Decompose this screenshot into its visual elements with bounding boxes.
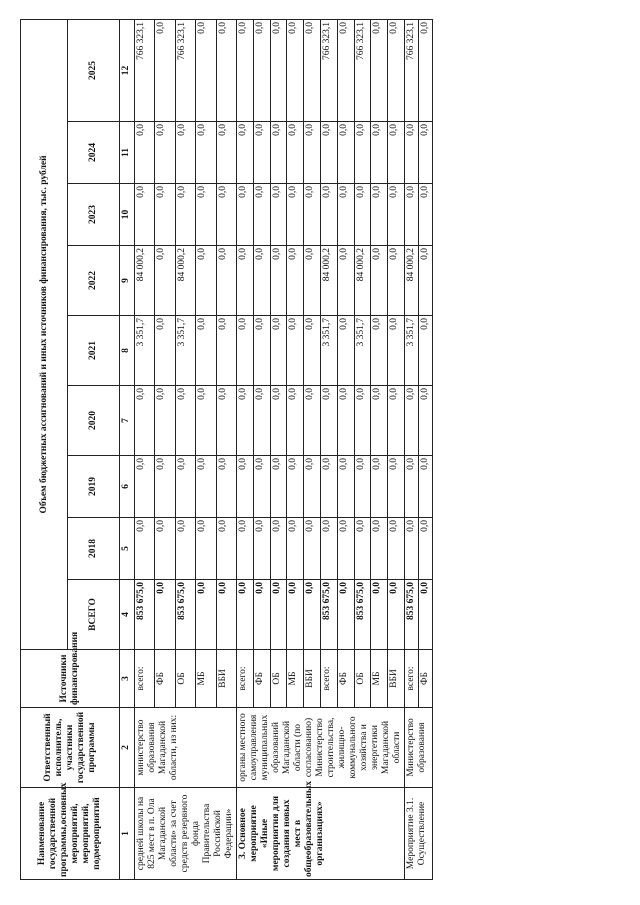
funding-source: МБ bbox=[196, 650, 216, 708]
amount-cell: 0,0 bbox=[419, 184, 433, 246]
amount-cell: 0,0 bbox=[419, 19, 433, 121]
amount-cell: 0,0 bbox=[155, 246, 175, 316]
amount-cell: 0,0 bbox=[253, 580, 270, 650]
funding-source: МБ bbox=[287, 650, 304, 708]
amount-cell: 0,0 bbox=[405, 518, 419, 580]
amount-cell: 0,0 bbox=[196, 316, 216, 386]
amount-cell: 0,0 bbox=[237, 19, 254, 121]
amount-cell: 3 351,7 bbox=[405, 316, 419, 386]
amount-cell: 0,0 bbox=[371, 386, 388, 456]
amount-cell: 0,0 bbox=[388, 184, 405, 246]
amount-cell: 0,0 bbox=[388, 122, 405, 184]
amount-cell: 0,0 bbox=[371, 580, 388, 650]
header-year: 2018 bbox=[68, 518, 120, 580]
amount-cell: 0,0 bbox=[287, 456, 304, 518]
amount-cell: 853 675,0 bbox=[320, 580, 337, 650]
amount-cell: 0,0 bbox=[287, 184, 304, 246]
activity-name: 3. Основное мероприятие «Иные мероприятия для создания новых мест в общеобразовательных организациях» bbox=[237, 788, 405, 880]
header-year: 2021 bbox=[68, 316, 120, 386]
amount-cell: 853 675,0 bbox=[405, 580, 419, 650]
amount-cell: 0,0 bbox=[237, 456, 254, 518]
amount-cell: 0,0 bbox=[337, 518, 354, 580]
funding-source: ОБ bbox=[175, 650, 195, 708]
amount-cell: 0,0 bbox=[135, 122, 155, 184]
amount-cell: 0,0 bbox=[337, 316, 354, 386]
amount-cell: 0,0 bbox=[388, 386, 405, 456]
amount-cell: 0,0 bbox=[216, 122, 236, 184]
column-index: 2 bbox=[120, 708, 135, 788]
amount-cell: 0,0 bbox=[304, 122, 321, 184]
amount-cell: 0,0 bbox=[388, 316, 405, 386]
amount-cell: 0,0 bbox=[287, 386, 304, 456]
amount-cell: 0,0 bbox=[388, 580, 405, 650]
amount-cell: 0,0 bbox=[237, 246, 254, 316]
amount-cell: 0,0 bbox=[216, 518, 236, 580]
amount-cell: 766 323,1 bbox=[354, 19, 371, 121]
funding-source: ФБ bbox=[337, 650, 354, 708]
amount-cell: 0,0 bbox=[135, 456, 155, 518]
amount-cell: 0,0 bbox=[135, 518, 155, 580]
amount-cell: 0,0 bbox=[155, 184, 175, 246]
amount-cell: 0,0 bbox=[270, 184, 287, 246]
activity-name: средней школы на 825 мест в п. Ола Магаданской области» за счет средств резервного фонда Правительства Российской Федерации» bbox=[135, 788, 237, 880]
amount-cell: 0,0 bbox=[155, 19, 175, 121]
amount-cell: 0,0 bbox=[135, 184, 155, 246]
amount-cell: 0,0 bbox=[304, 19, 321, 121]
column-index: 3 bbox=[120, 650, 135, 708]
amount-cell: 0,0 bbox=[216, 580, 236, 650]
column-index: 6 bbox=[120, 456, 135, 518]
amount-cell: 0,0 bbox=[337, 580, 354, 650]
amount-cell: 0,0 bbox=[270, 246, 287, 316]
funding-source: ВБИ bbox=[304, 650, 321, 708]
amount-cell: 3 351,7 bbox=[135, 316, 155, 386]
amount-cell: 0,0 bbox=[155, 580, 175, 650]
amount-cell: 0,0 bbox=[337, 122, 354, 184]
amount-cell: 0,0 bbox=[371, 456, 388, 518]
amount-cell: 84 000,2 bbox=[320, 246, 337, 316]
header-year: 2025 bbox=[68, 19, 120, 121]
column-index: 5 bbox=[120, 518, 135, 580]
amount-cell: 0,0 bbox=[175, 122, 195, 184]
header-year: 2022 bbox=[68, 246, 120, 316]
amount-cell: 0,0 bbox=[419, 122, 433, 184]
amount-cell: 0,0 bbox=[354, 456, 371, 518]
funding-source: ФБ bbox=[155, 650, 175, 708]
responsible-party: Министерство образования bbox=[405, 708, 433, 788]
amount-cell: 84 000,2 bbox=[135, 246, 155, 316]
amount-cell: 0,0 bbox=[405, 386, 419, 456]
amount-cell: 0,0 bbox=[237, 580, 254, 650]
amount-cell: 0,0 bbox=[304, 184, 321, 246]
amount-cell: 0,0 bbox=[216, 316, 236, 386]
amount-cell: 0,0 bbox=[419, 456, 433, 518]
amount-cell: 0,0 bbox=[270, 518, 287, 580]
column-index: 10 bbox=[120, 184, 135, 246]
amount-cell: 0,0 bbox=[237, 386, 254, 456]
amount-cell: 0,0 bbox=[371, 518, 388, 580]
table-row bbox=[405, 19, 419, 879]
amount-cell: 0,0 bbox=[388, 456, 405, 518]
header-responsible: Ответственный исполнитель, участники государственной программы bbox=[21, 708, 120, 788]
amount-cell: 0,0 bbox=[155, 122, 175, 184]
table-row bbox=[237, 19, 254, 879]
amount-cell: 0,0 bbox=[304, 456, 321, 518]
column-index: 7 bbox=[120, 386, 135, 456]
column-index: 4 bbox=[120, 580, 135, 650]
amount-cell: 0,0 bbox=[253, 246, 270, 316]
funding-source: ОБ bbox=[270, 650, 287, 708]
funding-source: всего: bbox=[320, 650, 337, 708]
amount-cell: 0,0 bbox=[175, 184, 195, 246]
amount-cell: 0,0 bbox=[388, 246, 405, 316]
amount-cell: 0,0 bbox=[270, 316, 287, 386]
responsible-party: министерство образования Магаданской области, из них: bbox=[135, 708, 237, 788]
amount-cell: 0,0 bbox=[216, 246, 236, 316]
amount-cell: 0,0 bbox=[337, 456, 354, 518]
amount-cell: 0,0 bbox=[135, 386, 155, 456]
amount-cell: 0,0 bbox=[270, 122, 287, 184]
funding-source: всего: bbox=[405, 650, 419, 708]
amount-cell: 766 323,1 bbox=[405, 19, 419, 121]
funding-source: ВБИ bbox=[388, 650, 405, 708]
amount-cell: 0,0 bbox=[196, 122, 216, 184]
amount-cell: 0,0 bbox=[270, 456, 287, 518]
amount-cell: 0,0 bbox=[405, 184, 419, 246]
amount-cell: 0,0 bbox=[304, 580, 321, 650]
amount-cell: 0,0 bbox=[253, 386, 270, 456]
amount-cell: 0,0 bbox=[237, 518, 254, 580]
amount-cell: 0,0 bbox=[253, 316, 270, 386]
header-year: 2019 bbox=[68, 456, 120, 518]
amount-cell: 0,0 bbox=[270, 386, 287, 456]
amount-cell: 766 323,1 bbox=[135, 19, 155, 121]
amount-cell: 0,0 bbox=[419, 386, 433, 456]
amount-cell: 0,0 bbox=[196, 246, 216, 316]
amount-cell: 853 675,0 bbox=[354, 580, 371, 650]
amount-cell: 0,0 bbox=[320, 456, 337, 518]
header-year: 2023 bbox=[68, 184, 120, 246]
amount-cell: 0,0 bbox=[304, 518, 321, 580]
amount-cell: 0,0 bbox=[270, 19, 287, 121]
amount-cell: 0,0 bbox=[337, 184, 354, 246]
amount-cell: 84 000,2 bbox=[175, 246, 195, 316]
column-index: 8 bbox=[120, 316, 135, 386]
amount-cell: 0,0 bbox=[196, 518, 216, 580]
amount-cell: 0,0 bbox=[287, 246, 304, 316]
funding-source: всего: bbox=[135, 650, 155, 708]
column-index: 1 bbox=[120, 788, 135, 880]
amount-cell: 0,0 bbox=[320, 386, 337, 456]
responsible-party: органы местного самоуправления муниципальных образований Магаданской области (по согласованию) Министерство строительства, жилищно-коммунального хозяйства и энергетики Магаданской области bbox=[237, 708, 405, 788]
header-name: Наименование государственной программы,основных мероприятий, мероприятий, подмероприятий bbox=[21, 788, 120, 880]
amount-cell: 0,0 bbox=[287, 122, 304, 184]
amount-cell: 0,0 bbox=[287, 518, 304, 580]
header-volume: Объем бюджетных ассигнований и иных источников финансирования, тыс. рублей bbox=[21, 19, 68, 649]
amount-cell: 0,0 bbox=[216, 184, 236, 246]
header-year: 2024 bbox=[68, 122, 120, 184]
column-index: 9 bbox=[120, 246, 135, 316]
amount-cell: 84 000,2 bbox=[354, 246, 371, 316]
amount-cell: 0,0 bbox=[216, 19, 236, 121]
amount-cell: 0,0 bbox=[337, 386, 354, 456]
funding-source: всего: bbox=[237, 650, 254, 708]
amount-cell: 0,0 bbox=[304, 246, 321, 316]
header-year: 2020 bbox=[68, 386, 120, 456]
amount-cell: 0,0 bbox=[371, 184, 388, 246]
amount-cell: 0,0 bbox=[253, 518, 270, 580]
amount-cell: 3 351,7 bbox=[175, 316, 195, 386]
amount-cell: 0,0 bbox=[320, 184, 337, 246]
amount-cell: 853 675,0 bbox=[135, 580, 155, 650]
amount-cell: 0,0 bbox=[419, 518, 433, 580]
header-sources: Источники финансирования bbox=[21, 650, 120, 708]
amount-cell: 0,0 bbox=[405, 456, 419, 518]
funding-source: ФБ bbox=[253, 650, 270, 708]
amount-cell: 0,0 bbox=[419, 580, 433, 650]
amount-cell: 0,0 bbox=[354, 386, 371, 456]
amount-cell: 766 323,1 bbox=[175, 19, 195, 121]
amount-cell: 0,0 bbox=[405, 122, 419, 184]
funding-source: ФБ bbox=[419, 650, 433, 708]
amount-cell: 0,0 bbox=[287, 19, 304, 121]
amount-cell: 0,0 bbox=[371, 19, 388, 121]
amount-cell: 0,0 bbox=[419, 246, 433, 316]
amount-cell: 0,0 bbox=[155, 456, 175, 518]
amount-cell: 0,0 bbox=[216, 456, 236, 518]
amount-cell: 0,0 bbox=[304, 316, 321, 386]
amount-cell: 0,0 bbox=[216, 386, 236, 456]
amount-cell: 0,0 bbox=[237, 122, 254, 184]
column-index: 11 bbox=[120, 122, 135, 184]
amount-cell: 0,0 bbox=[155, 386, 175, 456]
funding-source: МБ bbox=[371, 650, 388, 708]
amount-cell: 0,0 bbox=[354, 518, 371, 580]
funding-source: ВБИ bbox=[216, 650, 236, 708]
budget-table bbox=[20, 19, 433, 880]
amount-cell: 0,0 bbox=[371, 246, 388, 316]
amount-cell: 0,0 bbox=[253, 122, 270, 184]
amount-cell: 0,0 bbox=[270, 580, 287, 650]
amount-cell: 0,0 bbox=[175, 518, 195, 580]
amount-cell: 0,0 bbox=[237, 316, 254, 386]
amount-cell: 0,0 bbox=[253, 19, 270, 121]
activity-name: Мероприятие 3.1. Осуществление bbox=[405, 788, 433, 880]
amount-cell: 0,0 bbox=[196, 184, 216, 246]
amount-cell: 766 323,1 bbox=[320, 19, 337, 121]
table-row bbox=[135, 19, 155, 879]
amount-cell: 0,0 bbox=[196, 580, 216, 650]
amount-cell: 0,0 bbox=[253, 456, 270, 518]
amount-cell: 3 351,7 bbox=[354, 316, 371, 386]
amount-cell: 853 675,0 bbox=[175, 580, 195, 650]
amount-cell: 0,0 bbox=[337, 19, 354, 121]
amount-cell: 0,0 bbox=[196, 386, 216, 456]
amount-cell: 84 000,2 bbox=[405, 246, 419, 316]
column-index: 12 bbox=[120, 19, 135, 121]
amount-cell: 0,0 bbox=[287, 316, 304, 386]
amount-cell: 0,0 bbox=[320, 122, 337, 184]
amount-cell: 0,0 bbox=[196, 456, 216, 518]
amount-cell: 0,0 bbox=[304, 386, 321, 456]
amount-cell: 0,0 bbox=[320, 518, 337, 580]
amount-cell: 0,0 bbox=[237, 184, 254, 246]
amount-cell: 0,0 bbox=[253, 184, 270, 246]
amount-cell: 0,0 bbox=[419, 316, 433, 386]
amount-cell: 0,0 bbox=[155, 518, 175, 580]
amount-cell: 0,0 bbox=[155, 316, 175, 386]
rotated-page bbox=[20, 20, 620, 880]
amount-cell: 0,0 bbox=[337, 246, 354, 316]
amount-cell: 0,0 bbox=[388, 19, 405, 121]
amount-cell: 0,0 bbox=[175, 386, 195, 456]
amount-cell: 0,0 bbox=[388, 518, 405, 580]
amount-cell: 0,0 bbox=[354, 184, 371, 246]
funding-source: ОБ bbox=[354, 650, 371, 708]
amount-cell: 0,0 bbox=[371, 122, 388, 184]
amount-cell: 0,0 bbox=[196, 19, 216, 121]
amount-cell: 3 351,7 bbox=[320, 316, 337, 386]
amount-cell: 0,0 bbox=[354, 122, 371, 184]
header-year: ВСЕГО bbox=[68, 580, 120, 650]
amount-cell: 0,0 bbox=[175, 456, 195, 518]
amount-cell: 0,0 bbox=[371, 316, 388, 386]
amount-cell: 0,0 bbox=[287, 580, 304, 650]
